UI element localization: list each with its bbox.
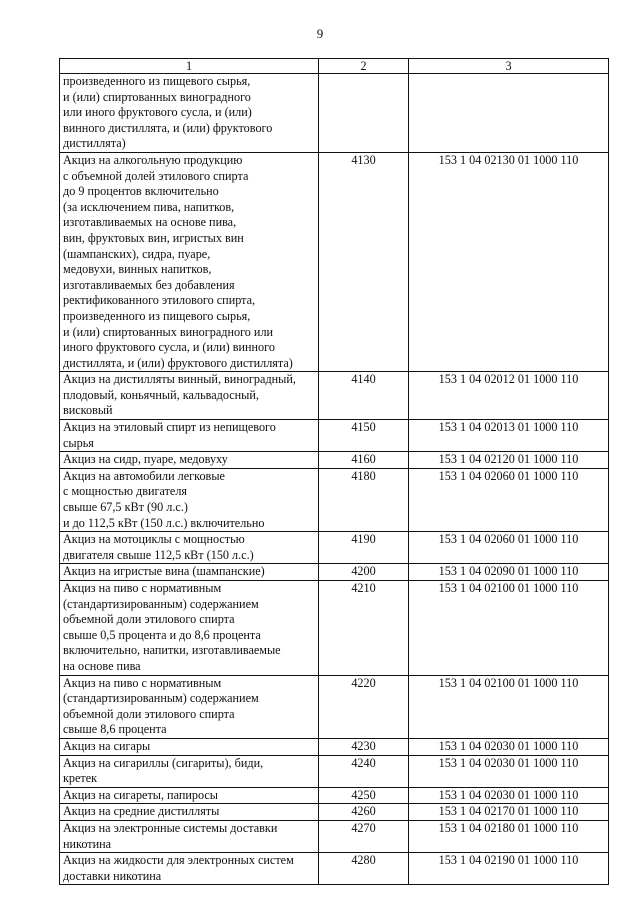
row-kbk-cell: 153 1 04 02012 01 1000 110: [409, 372, 609, 420]
row-name-cell: Акциз на мотоциклы с мощностью двигателя свыше 112,5 кВт (150 л.с.): [60, 532, 319, 564]
table-row: [60, 853, 609, 885]
row-kbk-cell: 153 1 04 02100 01 1000 110: [409, 675, 609, 738]
row-code-cell: [319, 74, 409, 153]
row-kbk-cell: 153 1 04 02060 01 1000 110: [409, 532, 609, 564]
row-name-cell: Акциз на сигареты, папиросы: [60, 787, 319, 804]
row-name-cell: Акциз на этиловый спирт из непищевого сырья: [60, 420, 319, 452]
row-code-cell: 4230: [319, 738, 409, 755]
row-name-cell: Акциз на пиво с нормативным (стандартизированным) содержанием объемной доли этилового спирта свыше 0,5 процента и до 8,6 процента включительно, напитки, изготавливаемые на основе пива: [60, 581, 319, 676]
row-name-cell: Акциз на дистилляты винный, виноградный, плодовый, коньячный, кальвадосный, висковый: [60, 372, 319, 420]
row-name-cell: Акциз на автомобили легковые с мощностью двигателя свыше 67,5 кВт (90 л.с.) и до 112,5 кВт (150 л.с.) включительно: [60, 468, 319, 531]
column-header-3: 3: [409, 59, 609, 74]
row-code-cell: 4240: [319, 755, 409, 787]
row-name-cell: Акциз на алкогольную продукцию с объемной долей этилового спирта до 9 процентов включительно (за исключением пива, напитков, изготавливаемых на основе пива, вин, фруктовых вин, игристых вин (шампанских), сидра, пуаре, медовухи, винных напитков, изготавливаемых без добавления ректификованного этилового спирта, произведенного из пищевого сырья, и (или) спиртованных виноградного или иного фруктового сусла, и (или) винного дистиллята, и (или) фруктового дистиллята): [60, 152, 319, 371]
row-code-cell: 4250: [319, 787, 409, 804]
row-name-cell: Акциз на сигариллы (сигариты), биди, кретек: [60, 755, 319, 787]
row-code-cell: 4160: [319, 452, 409, 469]
table-row: [60, 787, 609, 804]
page-number: 9: [316, 26, 324, 41]
row-code-cell: 4130: [319, 152, 409, 371]
row-name-cell: произведенного из пищевого сырья, и (или) спиртованных виноградного или иного фруктового сусла, и (или) винного дистиллята, и (или) фруктового дистиллята): [60, 74, 319, 153]
table-row: [60, 468, 609, 531]
column-header-2: 2: [319, 59, 409, 74]
row-code-cell: 4220: [319, 675, 409, 738]
row-kbk-cell: 153 1 04 02060 01 1000 110: [409, 468, 609, 531]
row-name-cell: Акциз на жидкости для электронных систем доставки никотина: [60, 853, 319, 885]
row-name-cell: Акциз на пиво с нормативным (стандартизированным) содержанием объемной доли этилового спирта свыше 8,6 процента: [60, 675, 319, 738]
row-name-cell: Акциз на сидр, пуаре, медовуху: [60, 452, 319, 469]
row-code-cell: 4180: [319, 468, 409, 531]
table-row: [60, 675, 609, 738]
row-kbk-cell: 153 1 04 02030 01 1000 110: [409, 755, 609, 787]
table-row: [60, 755, 609, 787]
row-name-cell: Акциз на средние дистилляты: [60, 804, 319, 821]
table-header-row: [60, 59, 609, 74]
table-row: [60, 152, 609, 371]
row-code-cell: 4140: [319, 372, 409, 420]
row-kbk-cell: 153 1 04 02013 01 1000 110: [409, 420, 609, 452]
row-name-cell: Акциз на электронные системы доставки никотина: [60, 820, 319, 852]
row-kbk-cell: 153 1 04 02090 01 1000 110: [409, 564, 609, 581]
row-code-cell: 4270: [319, 820, 409, 852]
table-row: [60, 820, 609, 852]
table-row: [60, 420, 609, 452]
table-row: [60, 564, 609, 581]
table-row: [60, 581, 609, 676]
row-code-cell: 4200: [319, 564, 409, 581]
row-kbk-cell: [409, 74, 609, 153]
row-kbk-cell: 153 1 04 02120 01 1000 110: [409, 452, 609, 469]
row-kbk-cell: 153 1 04 02030 01 1000 110: [409, 787, 609, 804]
row-code-cell: 4260: [319, 804, 409, 821]
row-name-cell: Акциз на сигары: [60, 738, 319, 755]
row-kbk-cell: 153 1 04 02100 01 1000 110: [409, 581, 609, 676]
row-name-cell: Акциз на игристые вина (шампанские): [60, 564, 319, 581]
table-row: [60, 74, 609, 153]
table-row: [60, 738, 609, 755]
table-row: [60, 532, 609, 564]
excise-codes-table: [59, 58, 609, 885]
row-kbk-cell: 153 1 04 02170 01 1000 110: [409, 804, 609, 821]
table-row: [60, 804, 609, 821]
row-code-cell: 4280: [319, 853, 409, 885]
row-code-cell: 4210: [319, 581, 409, 676]
column-header-1: 1: [60, 59, 319, 74]
row-code-cell: 4150: [319, 420, 409, 452]
row-kbk-cell: 153 1 04 02180 01 1000 110: [409, 820, 609, 852]
row-kbk-cell: 153 1 04 02130 01 1000 110: [409, 152, 609, 371]
row-code-cell: 4190: [319, 532, 409, 564]
table-row: [60, 452, 609, 469]
table-row: [60, 372, 609, 420]
row-kbk-cell: 153 1 04 02190 01 1000 110: [409, 853, 609, 885]
row-kbk-cell: 153 1 04 02030 01 1000 110: [409, 738, 609, 755]
